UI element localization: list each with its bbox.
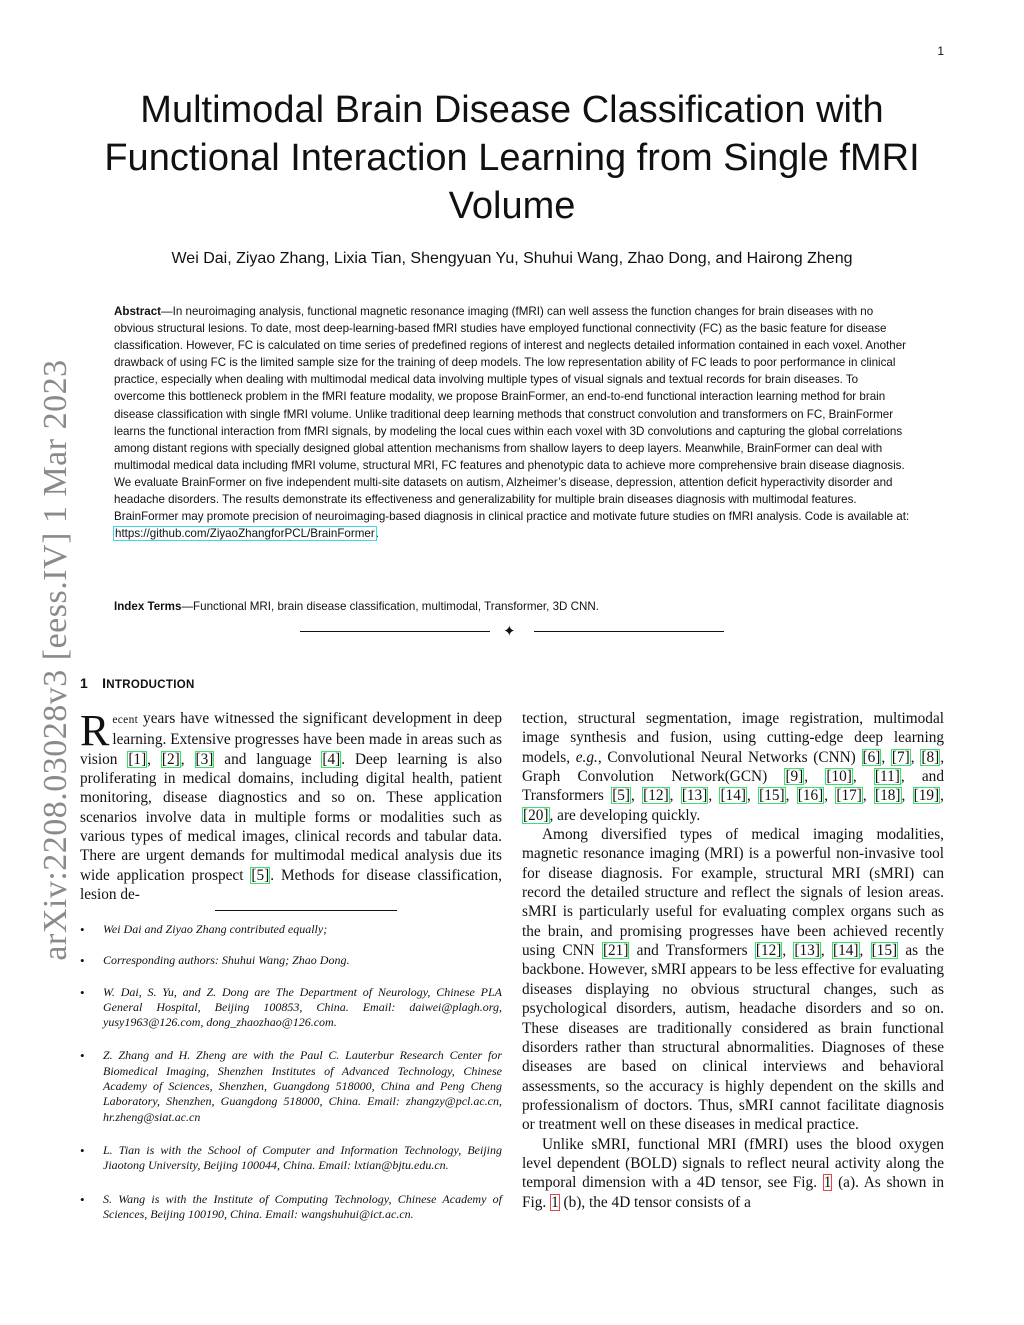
divider-line-left — [300, 631, 490, 632]
section-number: 1 — [80, 675, 89, 691]
drop-cap: R — [80, 706, 110, 755]
intro-paragraph-1: Recent years have witnessed the significant development in deep learning. Extensive progresses have been made in areas such as vision [1], [2], [3] and language [4]. Deep learning is also proliferating in medical domains, including digital health, patient monitoring, disease diagnostics and so on. These application scenarios involve data in multiple forms or modalities such as various types of medical images, clinical records and tabular data. There are urgent demands for multimodal medical analysis due its wide application prospect [5]. Methods for disease classification, lesion de- — [80, 706, 502, 904]
section-heading-introduction — [80, 675, 195, 691]
body-column-right — [522, 709, 944, 1212]
citation-link[interactable]: [3] — [195, 750, 214, 768]
citation-link[interactable]: [13] — [794, 942, 820, 960]
section-title-initial: I — [102, 675, 107, 691]
footnote-item: • Corresponding authors: Shuhui Wang; Zhao Dong. — [80, 953, 502, 968]
citation-link[interactable]: [10] — [826, 768, 852, 786]
index-terms-label: Index Terms — [114, 600, 182, 613]
citation-link[interactable]: [2] — [161, 750, 180, 768]
code-repository-link[interactable]: https://github.com/ZiyaoZhangforPCL/BrainFormer — [115, 527, 375, 541]
footnotes — [80, 922, 502, 1222]
citation-link[interactable]: [4] — [322, 750, 341, 768]
citation-link[interactable]: [21] — [602, 942, 629, 960]
citation-link[interactable]: [16] — [797, 787, 824, 805]
citation-link[interactable]: [11] — [874, 768, 900, 786]
abstract-text: —In neuroimaging analysis, functional magnetic resonance imaging (fMRI) can well assess the function changes for brain diseases with no obvious structural lesions. To date, most deep-learning-based fMRI studies have employed functional connectivity (FC) as the basic feature for disease classification. However, FC is calculated on time series of predefined regions of interest and neglects detailed information contained in each voxel. Another drawback of using FC is the limited sample size for the training of deep models. The low representation ability of FC leads to poor performance in clinical practice, especially when dealing with multimodal medical data involving multiple types of visual signals and textual records for brain diseases. To overcome this bottleneck problem in the fMRI feature modality, we propose BrainFormer, an end-to-end functional interaction learning method for brain disease classification with single fMRI volume. Unlike traditional deep learning methods that construct convolution and transformers on FC, BrainFormer learns the functional interaction from fMRI signals, by modeling the local cues within each voxel with 3D convolutions and capturing the global correlations among distant regions with specially designed global attention mechanisms from shallow layers to deep layers. Meanwhile, BrainFormer can deal with multimodal medical data including fMRI volume, structural MRI, FC features and phenotypic data to achieve more comprehensive brain disease diagnosis. We evaluate BrainFormer on five independent multi-site datasets on autism, Alzheimer’s disease, depression, attention deficit hyperactivity disorder and headache disorders. The results demonstrate its effectiveness and generalizability for multiple brain diseases diagnosis with multimodal features. BrainFormer may promote precision of neuroimaging-based diagnosis in clinical practice and motivate future studies on fMRI analysis. Code is available at: — [114, 305, 910, 524]
citation-link[interactable]: [17] — [836, 787, 862, 805]
citation-link[interactable]: [7] — [891, 748, 910, 766]
author-list: Wei Dai, Ziyao Zhang, Lixia Tian, Shengyuan Yu, Shuhui Wang, Zhao Dong, and Hairong Zheng — [171, 250, 853, 267]
figure-reference-link[interactable]: 1 — [823, 1174, 832, 1192]
abstract-label: Abstract — [114, 305, 162, 318]
abstract-end: . — [375, 527, 379, 541]
citation-link[interactable]: [15] — [759, 787, 785, 805]
footnote-item: • L. Tian is with the School of Computer and Information Technology, Beijing Jiaotong University, Beijing 100044, China. Email: lxtian@bjtu.edu.cn. — [80, 1143, 502, 1174]
section-title-rest: NTRODUCTION — [106, 679, 195, 691]
page-number: 1 — [937, 44, 944, 58]
body-column-left — [80, 706, 502, 904]
divider-line-right — [534, 631, 724, 632]
citation-link[interactable]: [6] — [862, 748, 881, 766]
index-terms — [114, 598, 910, 615]
footnote-item: • S. Wang is with the Institute of Computing Technology, Chinese Academy of Sciences, Beijing 100190, China. Email: wangshuhui@ict.ac.cn. — [80, 1192, 502, 1223]
citation-link[interactable]: [5] — [251, 866, 270, 884]
citation-link[interactable]: [9] — [785, 768, 804, 786]
citation-link[interactable]: [15] — [871, 942, 898, 960]
citation-link[interactable]: [14] — [720, 787, 746, 805]
citation-link[interactable]: [19] — [913, 787, 940, 805]
section-divider — [300, 622, 724, 642]
emphasis-eg: e.g. — [575, 748, 598, 766]
intro-paragraph-2: Among diversified types of medical imaging modalities, magnetic resonance imaging (MRI) is a powerful non-invasive tool for disease diagnosis. For example, structural MRI (sMRI) can record the detailed structure and reflect the signals of lesion areas. sMRI is particularly useful for evaluating complex organs such as the brain, and promising progresses have been achieved recently using CNN [21] and Transformers [12], [13], [14], [15] as the backbone. However, sMRI appears to be less effective for evaluating diseases displaying no obvious structural changes, such as psychological disorders, autism, headache disorders and so on. These diseases are traditionally considered as brain functional disorders rather than structural abnormalities. Diagnoses of these diseases are based on clinical interviews and behavioral assessments, so the accuracy is highly dependent on the skills and professionalism of doctors. Thus, sMRI cannot facilitate diagnosis or treatment well on these diseases in medical practice. — [522, 826, 944, 1134]
citation-link[interactable]: [18] — [875, 787, 901, 805]
citation-link[interactable]: [12] — [755, 942, 782, 960]
paper-title: Multimodal Brain Disease Classification with Functional Interaction Learning from Single fMRI Volume — [104, 89, 920, 227]
footnote-item: • Wei Dai and Ziyao Zhang contributed equally; — [80, 922, 502, 937]
citation-link[interactable]: [13] — [681, 787, 708, 805]
diamond-icon: ✦ — [503, 622, 516, 640]
citation-link[interactable]: [1] — [128, 750, 147, 768]
index-terms-text: —Functional MRI, brain disease classification, multimodal, Transformer, 3D CNN. — [181, 600, 599, 613]
citation-link[interactable]: [12] — [643, 787, 669, 805]
arxiv-identifier-stamp[interactable]: arXiv:2208.03028v3 [eess.IV] 1 Mar 2023 — [37, 359, 74, 961]
figure-reference-link[interactable]: 1 — [551, 1193, 559, 1211]
citation-link[interactable]: [14] — [833, 942, 859, 960]
intro-paragraph-3: Unlike sMRI, functional MRI (fMRI) uses the blood oxygen level dependent (BOLD) signals to reflect neural activity along the temporal dimension with a 4D tensor, see Fig. 1 (a). As shown in Fig. 1 (b), the 4D tensor consists of a — [522, 1135, 944, 1211]
abstract — [114, 303, 910, 542]
intro-paragraph-1-continued: tection, structural segmentation, image registration, multimodal image synthesis and fusion, using cutting-edge deep learning models, e.g., Convolutional Neural Networks (CNN) [6], [7], [8], Graph Convolution Network(GCN) [9], [10], [11], and Transformers [5], [12], [13], [14], [15], [16], [17], [18], [19], [20], are developing quickly. — [522, 710, 945, 824]
citation-link[interactable]: [8] — [921, 748, 940, 766]
citation-link[interactable]: [20] — [523, 806, 549, 824]
citation-link[interactable]: [5] — [612, 787, 631, 805]
smallcaps-lead: ecent — [112, 714, 139, 726]
footnote-item: • Z. Zhang and H. Zheng are with the Paul C. Lauterbur Research Center for Biomedical Imaging, Shenzhen Institutes of Advanced Technology, Chinese Academy of Sciences, Shenzhen, Guangdong 518000, China and Peng Cheng Laboratory, Shenzhen, Guangdong 518000, China. Email: zhangzy@pcl.ac.cn, hr.zheng@siat.ac.cn — [80, 1048, 502, 1124]
footnote-rule — [215, 910, 397, 911]
footnote-item: • W. Dai, S. Yu, and Z. Dong are The Department of Neurology, Chinese PLA General Hospital, Beijing 100853, China. Email: daiwei@plagh.org, yusy1963@126.com, dong_zhaozhao@126.com. — [80, 985, 502, 1031]
